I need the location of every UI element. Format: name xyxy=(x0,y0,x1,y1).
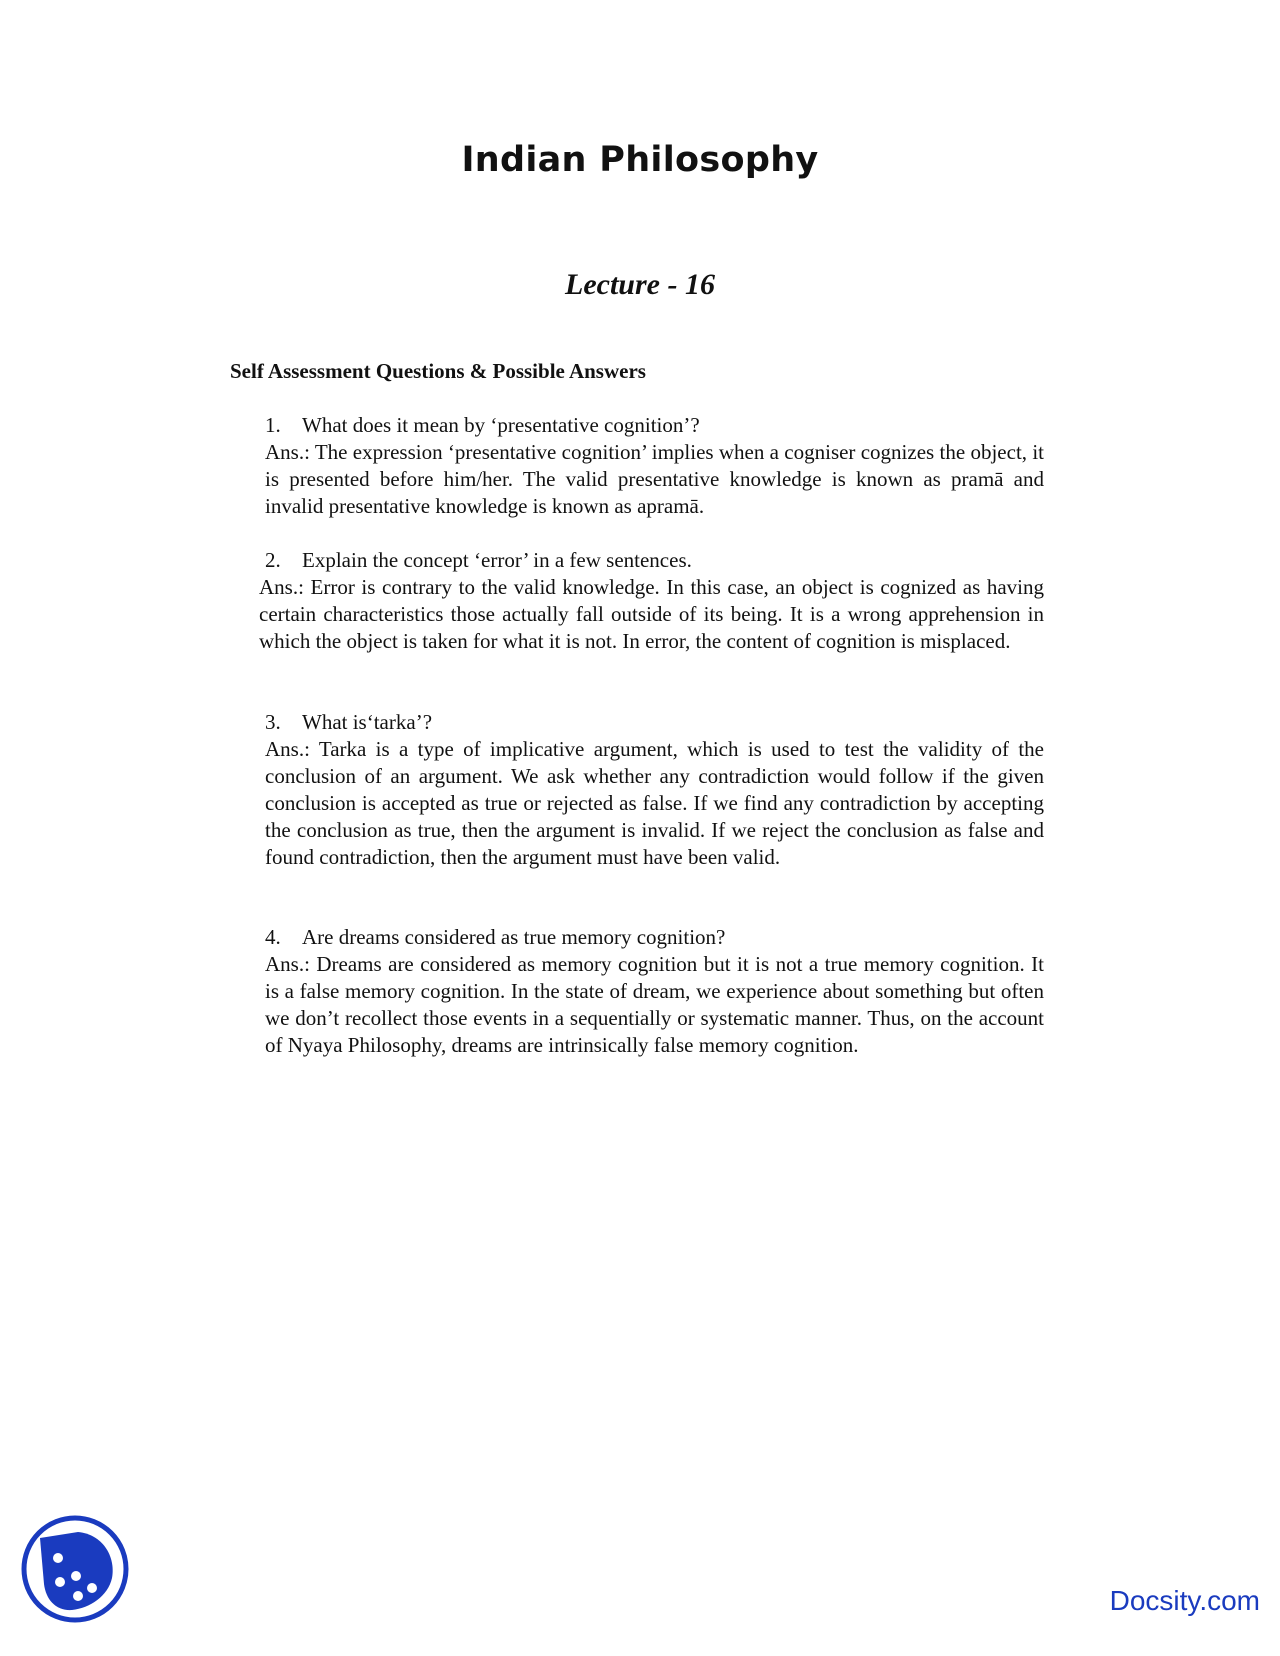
question-1 xyxy=(265,412,1044,439)
question-number: 1. xyxy=(265,413,281,437)
qa-item-4 xyxy=(265,924,1044,1059)
question-text: What is‘tarka’? xyxy=(302,710,433,734)
question-4 xyxy=(265,924,1044,951)
answer-2: Ans.: Error is contrary to the valid knowledge. In this case, an object is cognized as having certain characteristics those actually fall outside of its being. It is a wrong apprehension in which the object is taken for what it is not. In error, the content of cognition is misplaced. xyxy=(259,575,1044,653)
qa-item-3 xyxy=(265,709,1044,871)
question-3 xyxy=(265,709,1044,736)
docsity-logo-icon[interactable] xyxy=(20,1514,130,1624)
answer-1: Ans.: The expression ‘presentative cognition’ implies when a cogniser cognizes the object, it is presented before him/her. The valid presentative knowledge is known as pramā and invalid presentative knowledge is known as apramā. xyxy=(265,440,1044,518)
docsity-logo-svg xyxy=(20,1514,130,1624)
question-text: Explain the concept ‘error’ in a few sentences. xyxy=(302,548,692,572)
question-text: Are dreams considered as true memory cognition? xyxy=(302,925,726,949)
question-number: 4. xyxy=(265,925,281,949)
docsity-brand-link[interactable]: Docsity.com xyxy=(1109,1585,1260,1616)
section-heading: Self Assessment Questions & Possible Answers xyxy=(230,359,646,383)
document-title: Indian Philosophy xyxy=(461,140,819,180)
qa-item-2 xyxy=(259,547,1044,655)
question-number: 2. xyxy=(265,548,281,572)
question-2 xyxy=(265,547,1044,574)
answer-3: Ans.: Tarka is a type of implicative argument, which is used to test the validity of the conclusion of an argument. We ask whether any contradiction would follow if the given conclusion is accepted as true or rejected as false. If we find any contradiction by accepting the conclusion as true, then the argument is invalid. If we reject the conclusion as false and found contradiction, then the argument must have been valid. xyxy=(265,737,1044,869)
answer-4: Ans.: Dreams are considered as memory cognition but it is not a true memory cognition. It is a false memory cognition. In the state of dream, we experience about something but often we don’t recollect those events in a sequentially or systematic manner. Thus, on the account of Nyaya Philosophy, dreams are intrinsically false memory cognition. xyxy=(265,952,1044,1057)
question-number: 3. xyxy=(265,710,281,734)
question-text: What does it mean by ‘presentative cognition’? xyxy=(302,413,700,437)
lecture-number: Lecture - 16 xyxy=(565,268,715,301)
qa-item-1 xyxy=(265,412,1044,520)
